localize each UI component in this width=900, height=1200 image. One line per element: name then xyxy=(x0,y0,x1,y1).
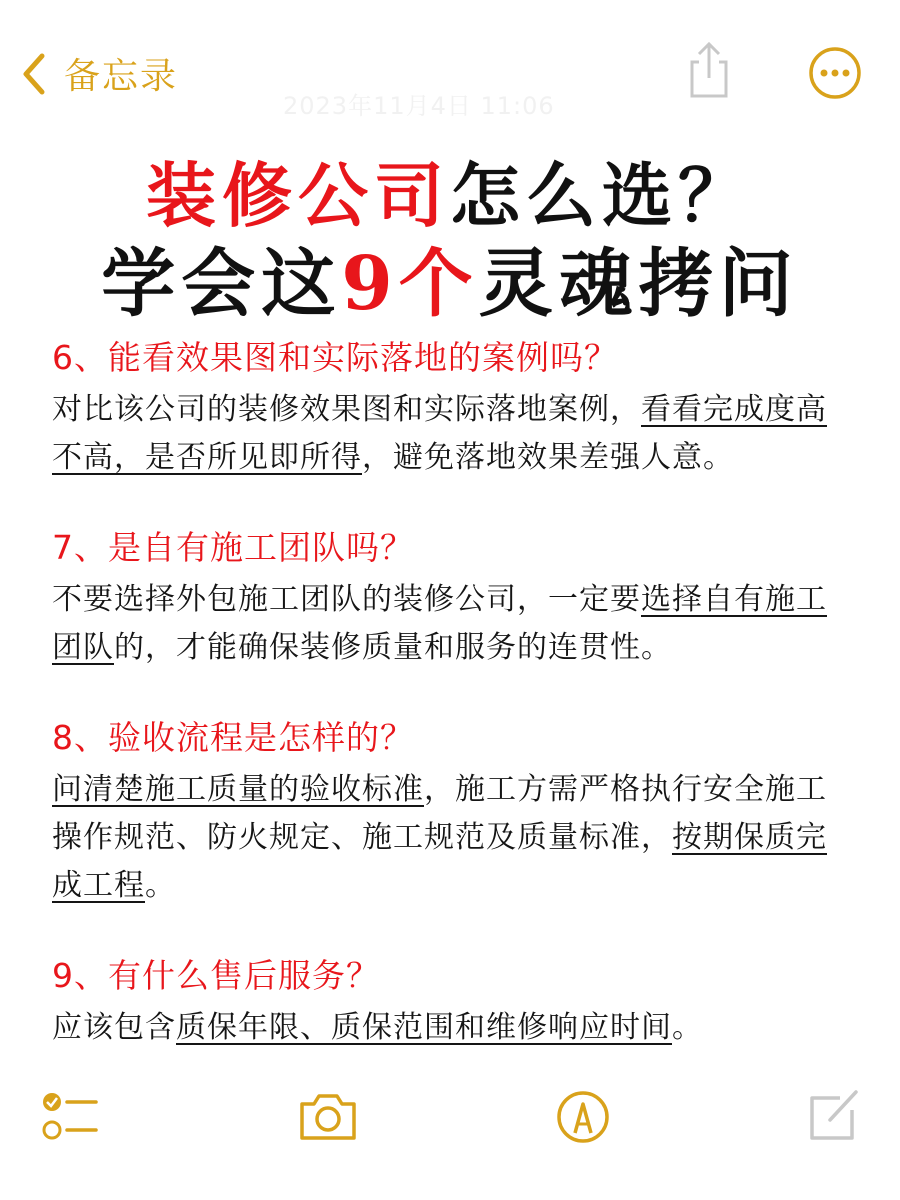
share-icon[interactable] xyxy=(684,40,734,100)
answer-text: ，施工方需严格执行安全施工操作规范、防火规定、施工规范及质量标准， xyxy=(52,772,827,855)
title-black-part: 怎么选？ xyxy=(450,154,754,237)
answer-underlined: 问清楚施工质量的验收标准 xyxy=(52,772,424,807)
answer-underlined: 选择自有施工团队 xyxy=(52,582,827,665)
navigation-bar xyxy=(0,0,900,120)
answer-6 xyxy=(52,386,852,482)
back-button[interactable] xyxy=(18,48,178,99)
answer-text: 对比该公司的装修效果图和实际落地案例， xyxy=(52,392,641,427)
back-label: 备忘录 xyxy=(64,56,179,97)
question-6: 6、能看效果图和实际落地的案例吗？ xyxy=(52,338,618,377)
camera-icon[interactable] xyxy=(296,1090,360,1142)
answer-9 xyxy=(52,1004,852,1052)
question-8: 8、验收流程是怎样的？ xyxy=(52,718,414,757)
chevron-left-icon xyxy=(18,52,50,96)
title-line-2 xyxy=(0,225,900,331)
section-7 xyxy=(52,524,852,672)
answer-text: 应该包含 xyxy=(52,1010,176,1045)
title-line2-suffix: 灵魂拷问 xyxy=(478,241,799,327)
question-7: 7、是自有施工团队吗？ xyxy=(52,528,414,567)
title-red-part: 装修公司 xyxy=(146,154,450,237)
answer-7 xyxy=(52,576,852,672)
bottom-toolbar xyxy=(0,1080,900,1160)
answer-text: ，避免落地效果差强人意。 xyxy=(362,440,734,475)
checklist-icon[interactable] xyxy=(40,1088,100,1144)
answer-underlined: 看看完成度高不高，是否所见即所得 xyxy=(52,392,827,475)
answer-underlined: 质保年限、质保范围和维修响应时间 xyxy=(176,1010,672,1045)
note-date: 2023年11月4日 11:06 xyxy=(283,92,555,120)
answer-8 xyxy=(52,766,852,910)
answer-underlined: 按期保质完成工程 xyxy=(52,820,827,903)
answer-text: 的，才能确保装修质量和服务的连贯性。 xyxy=(114,630,672,665)
note-body xyxy=(52,334,852,1094)
answer-text: 。 xyxy=(672,1010,703,1045)
section-8 xyxy=(52,714,852,910)
compose-icon[interactable] xyxy=(806,1086,862,1144)
answer-text: 。 xyxy=(145,868,176,903)
question-9: 9、有什么售后服务？ xyxy=(52,956,380,995)
markup-pen-icon[interactable] xyxy=(556,1086,610,1144)
answer-text: 不要选择外包施工团队的装修公司，一定要 xyxy=(52,582,641,617)
title-line2-prefix: 学会这 xyxy=(101,241,342,327)
title-line2-number: 9个 xyxy=(341,241,479,327)
more-icon[interactable] xyxy=(808,46,862,100)
section-9 xyxy=(52,952,852,1052)
section-6 xyxy=(52,334,852,482)
